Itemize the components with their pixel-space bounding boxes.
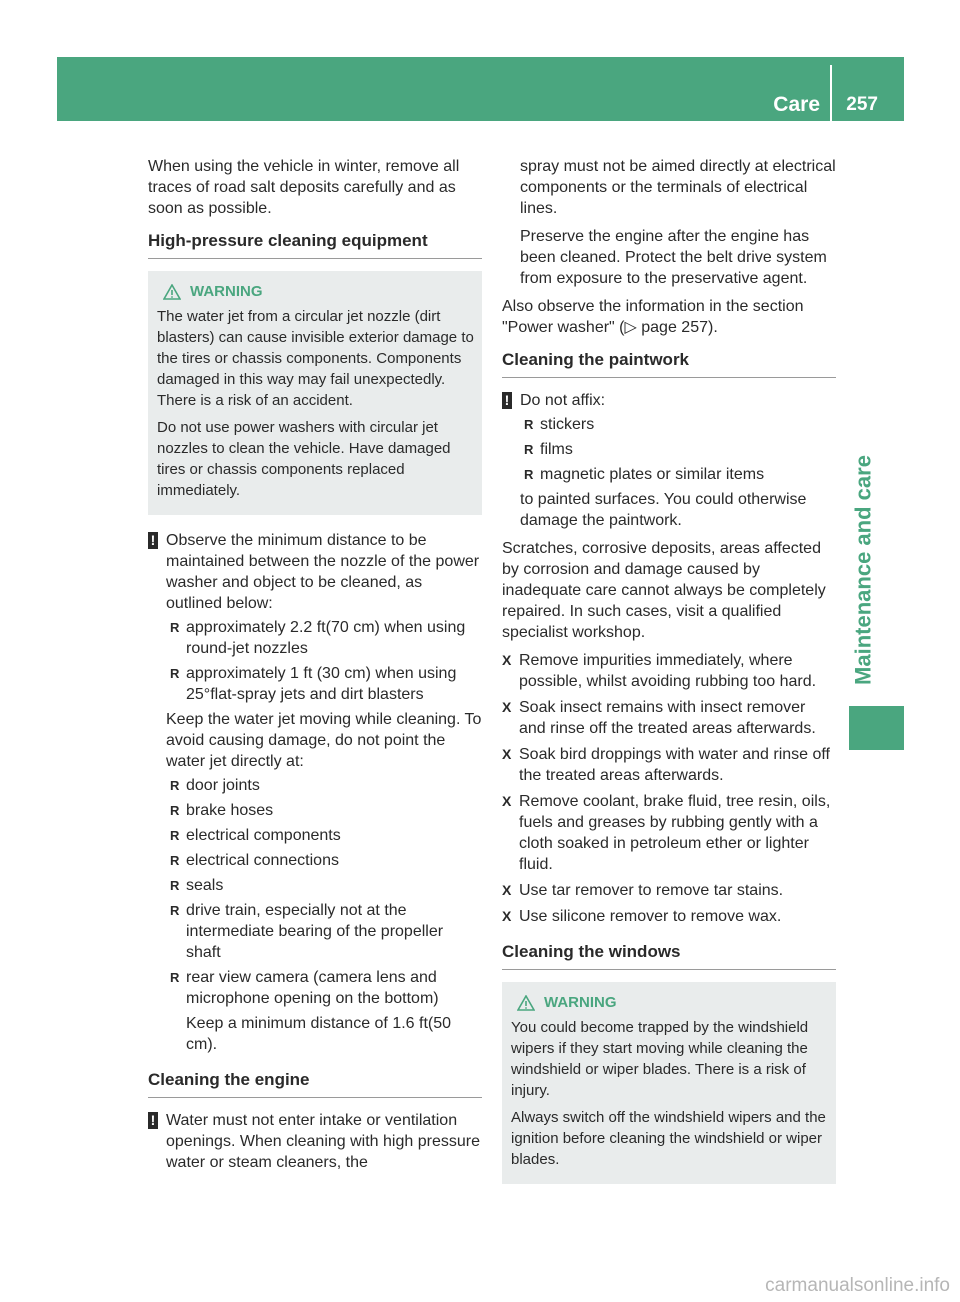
section-title: Care [773, 93, 820, 116]
exclamation-icon: ! [148, 1112, 158, 1129]
scratches-paragraph: Scratches, corrosive deposits, areas affected by corrosion and damage caused by inadequate care cannot always be completely repaired. In such cases, visit a qualified specialist workshop. [502, 540, 826, 641]
warning-label: WARNING [544, 994, 617, 1011]
list-item: R drive train, especially not at the intermediate bearing of the propeller shaft [166, 900, 482, 963]
warning-text: Always switch off the windshield wipers and the ignition before cleaning the windshield or wiper blades. [511, 1109, 826, 1168]
note-text: Observe the minimum distance to be maintained between the nozzle of the power washer and object to be cleaned, as outlined below: [166, 532, 480, 612]
step-item: X Use tar remover to remove tar stains. [502, 880, 836, 901]
list-item: R magnetic plates or similar items [520, 464, 836, 485]
note-block [502, 390, 836, 531]
reference-paragraph: Also observe the information in the section "Power washer" (▷ page 257). [502, 298, 804, 336]
right-column [502, 156, 836, 1199]
list-item: R seals [166, 875, 482, 896]
note-text: Water must not enter intake or ventilation openings. When cleaning with high pressure water or steam cleaners, the [166, 1112, 480, 1171]
bullet-list [166, 775, 482, 1009]
list-item: R approximately 2.2 ft(70 cm) when using round-jet nozzles [166, 617, 482, 659]
left-column [148, 156, 482, 1173]
step-item: X Soak insect remains with insect remover and rinse off the treated areas afterwards. [502, 697, 836, 739]
warning-header [157, 281, 474, 302]
list-item: R approximately 1 ft (30 cm) when using 25°flat-spray jets and dirt blasters [166, 663, 482, 705]
side-tab [848, 440, 878, 700]
warning-text: You could become trapped by the windshield wipers if they start moving while cleaning the windshield or wiper blades. There is a risk of injury. [511, 1019, 809, 1099]
step-list [502, 650, 836, 927]
warning-triangle-icon [163, 284, 181, 300]
heading-engine: Cleaning the engine [148, 1069, 482, 1098]
warning-triangle-icon [517, 995, 535, 1011]
header-divider [830, 65, 832, 121]
bullet-list [520, 414, 836, 485]
note-text: Do not affix: [520, 392, 606, 409]
heading-high-pressure: High-pressure cleaning equipment [148, 230, 482, 259]
warning-label: WARNING [190, 283, 263, 300]
list-item: R stickers [520, 414, 836, 435]
exclamation-icon: ! [502, 392, 512, 409]
side-marker [849, 706, 904, 750]
side-tab-label: Maintenance and care [850, 455, 876, 685]
step-item: X Remove coolant, brake fluid, tree resin, oils, fuels and greases by rubbing gently with a cloth soaked in petroleum ether or lighter fluid. [502, 791, 836, 875]
warning-box [148, 271, 482, 515]
list-item: R brake hoses [166, 800, 482, 821]
list-item: R electrical components [166, 825, 482, 846]
list-item: R rear view camera (camera lens and microphone opening on the bottom) [166, 967, 482, 1009]
step-item: X Use silicone remover to remove wax. [502, 906, 836, 927]
heading-windows: Cleaning the windows [502, 941, 836, 970]
list-item: R electrical connections [166, 850, 482, 871]
note-block [148, 1110, 482, 1173]
note-text: Keep the water jet moving while cleaning. To avoid causing damage, do not point the water jet directly at: [166, 711, 482, 770]
list-item: R door joints [166, 775, 482, 796]
note-text: Keep a minimum distance of 1.6 ft(50 cm). [186, 1015, 452, 1053]
intro-paragraph: When using the vehicle in winter, remove all traces of road salt deposits carefully and as soon as possible. [148, 158, 460, 217]
watermark: carmanualsonline.info [765, 1275, 950, 1296]
warning-header [511, 992, 828, 1013]
warning-text: The water jet from a circular jet nozzle (dirt blasters) can cause invisible exterior damage to the tires or chassis components. Components damaged in this way may fail unexpectedly. There is a risk of an accident. [157, 308, 474, 409]
continued-text: Preserve the engine after the engine has been cleaned. Protect the belt drive system from exposure to the preservative agent. [520, 228, 827, 287]
page-number: 257 [846, 94, 878, 115]
bullet-list [166, 617, 482, 705]
step-item: X Soak bird droppings with water and rinse off the treated areas afterwards. [502, 744, 836, 786]
warning-box [502, 982, 836, 1184]
note-block [148, 530, 482, 1055]
list-item: R films [520, 439, 836, 460]
warning-text: Do not use power washers with circular jet nozzles to clean the vehicle. Have damaged tires or chassis components replaced immediately. [157, 419, 451, 499]
note-text: to painted surfaces. You could otherwise damage the paintwork. [520, 491, 807, 529]
continued-text: spray must not be aimed directly at electrical components or the terminals of electrical lines. [520, 158, 836, 217]
header-bar [57, 57, 904, 121]
exclamation-icon: ! [148, 532, 158, 549]
step-item: X Remove impurities immediately, where possible, whilst avoiding rubbing too hard. [502, 650, 836, 692]
heading-paintwork: Cleaning the paintwork [502, 349, 836, 378]
